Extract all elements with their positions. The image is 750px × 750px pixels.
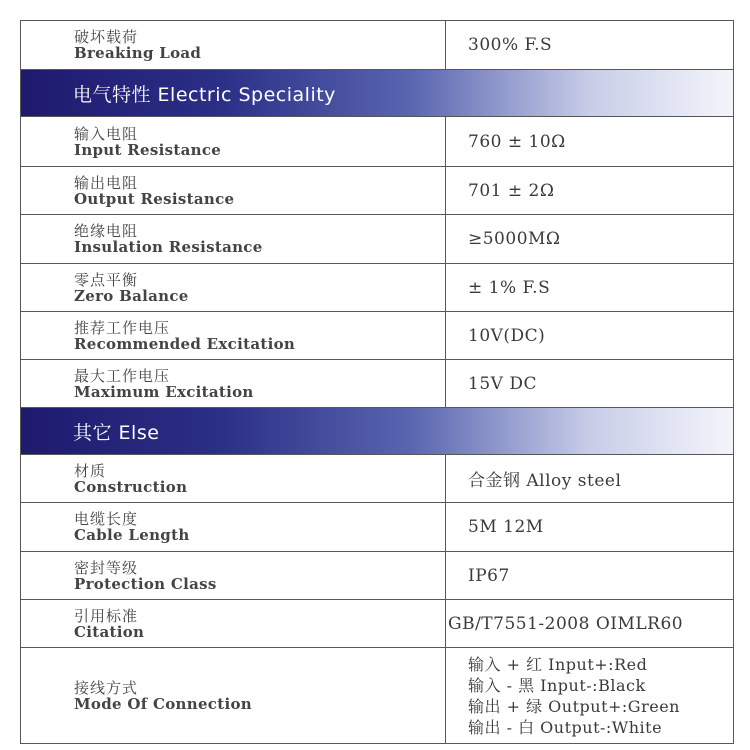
label-en: Mode Of Connection [74,694,252,713]
value-construction: 合金钢 Alloy steel [468,471,622,491]
label-en: Zero Balance [74,286,189,305]
row-maximum-excitation [20,360,734,408]
row-recommended-excitation [20,312,734,360]
label-zh: 破坏载荷 [74,28,139,46]
label-zh: 输入电阻 [74,124,139,143]
label-cell [21,360,446,407]
value-cable-length: 5M 12M [468,517,544,537]
value-protection-class: IP67 [468,565,510,586]
label-en: Citation [74,622,145,641]
label-en: Output Resistance [74,189,235,208]
label-zh: 电缆长度 [74,510,139,528]
label-en: Protection Class [74,574,217,593]
label-zh: 推荐工作电压 [74,318,171,337]
label-cell [21,264,446,311]
label-zh: 最大工作电压 [74,366,171,385]
label-en: Recommended Excitation [74,334,296,353]
section-header-else [20,408,734,454]
connection-line: 输入 - 黑 Input-:Black [468,675,646,695]
row-input-resistance [20,116,734,167]
row-breaking-load [20,20,734,70]
label-en: Maximum Excitation [74,382,254,401]
value-input-resistance: 760 ± 10Ω [468,131,566,152]
label-en: Breaking Load [74,44,202,62]
row-connection [20,648,734,744]
label-cell [21,455,446,502]
label-en: Insulation Resistance [74,238,263,256]
value-citation: GB/T7551-2008 OIMLR60 [448,613,684,634]
connection-line: 输入 + 红 Input+:Red [468,654,648,674]
label-cell [21,215,446,263]
section-header-electric [20,70,734,116]
value-zero-balance: ± 1% F.S [468,277,551,298]
label-cell [21,21,446,69]
label-cell [21,648,446,743]
label-cell [21,600,446,647]
label-zh: 接线方式 [74,678,139,697]
value-recommended-excitation: 10V(DC) [468,325,546,346]
row-cable-length [20,503,734,552]
value-connection [446,648,733,743]
label-zh: 引用标准 [74,606,139,625]
row-construction [20,454,734,503]
label-zh: 材质 [74,461,107,480]
row-zero-balance [20,264,734,312]
connection-line: 输出 + 绿 Output+:Green [468,696,680,716]
section-title-electric: 电气特性 Electric Speciality [73,83,336,106]
label-cell [21,552,446,599]
label-cell [21,117,446,166]
label-zh: 零点平衡 [74,270,139,289]
label-zh: 输出电阻 [74,173,139,192]
label-zh: 密封等级 [74,558,139,577]
value-insulation-resistance: ≥5000MΩ [468,229,561,249]
label-cell [21,503,446,551]
value-breaking-load: 300% F.S [468,35,553,55]
label-en: Input Resistance [74,140,222,159]
connection-line: 输出 - 白 Output-:White [468,717,663,737]
value-maximum-excitation: 15V DC [468,373,537,394]
label-cell [21,312,446,359]
row-citation [20,600,734,648]
row-protection-class [20,552,734,600]
row-output-resistance [20,167,734,215]
label-en: Cable Length [74,526,190,544]
label-zh: 绝缘电阻 [74,222,139,240]
label-en: Construction [74,477,188,496]
label-cell [21,167,446,214]
section-title-else: 其它 Else [73,421,160,444]
row-insulation-resistance [20,215,734,264]
value-output-resistance: 701 ± 2Ω [468,180,555,201]
